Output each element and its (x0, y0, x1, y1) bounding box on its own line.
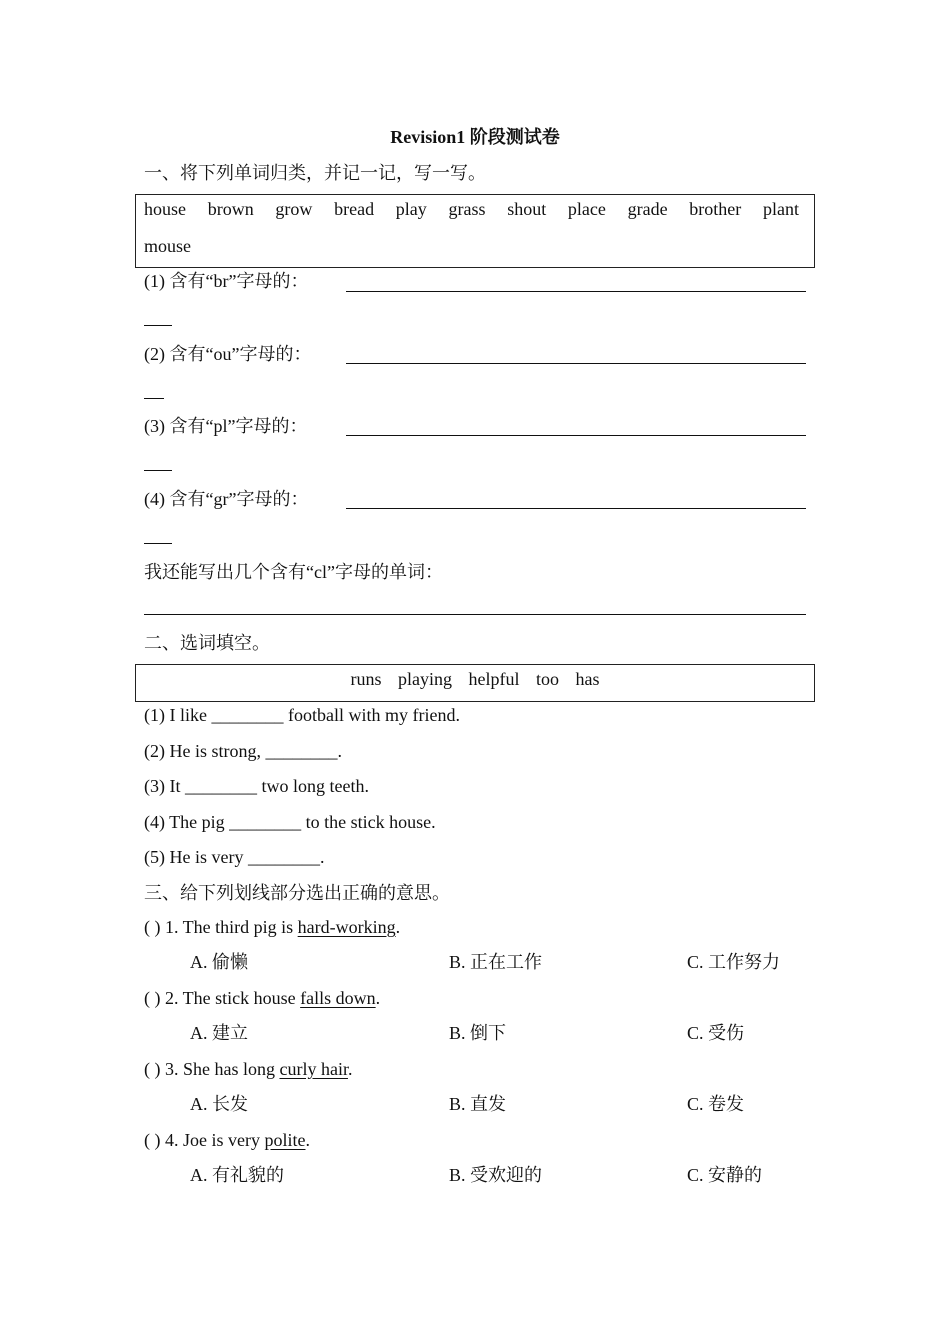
question-text: ( ) 2. The stick house (144, 988, 301, 1008)
word: shout (507, 199, 547, 219)
page-title: Revision1 阶段测试卷 (390, 127, 560, 147)
underlined-phrase: polite (264, 1130, 306, 1150)
fill-item: (1) I like ________ football with my friend. (144, 705, 460, 725)
word: grass (448, 199, 486, 219)
option-c[interactable]: C. 卷发 (687, 1094, 745, 1114)
question-end: . (347, 1059, 353, 1079)
word-row (144, 198, 799, 220)
option-row (135, 668, 815, 690)
fill-item: (4) The pig ________ to the stick house. (144, 812, 436, 832)
question-text: ( ) 3. She has long (144, 1059, 280, 1079)
answer-line[interactable] (346, 508, 806, 509)
option-a[interactable]: A. 偷懒 (190, 952, 248, 972)
question-end: . (375, 988, 381, 1008)
answer-line[interactable] (144, 614, 806, 615)
option-word: playing (397, 669, 452, 689)
section2-heading: 二、选词填空。 (144, 633, 270, 653)
option-b[interactable]: B. 倒下 (449, 1023, 507, 1043)
question (144, 916, 400, 938)
word: mouse (144, 236, 191, 256)
word: plant (762, 199, 799, 219)
word: grow (275, 199, 313, 219)
answer-line-cont[interactable] (144, 325, 172, 326)
option-a[interactable]: A. 建立 (190, 1023, 248, 1043)
answer-line-cont[interactable] (144, 398, 164, 399)
question (144, 1129, 310, 1151)
classify-item-gr: (4) 含有“gr”字母的： (144, 489, 309, 509)
classify-item-br: (1) 含有“br”字母的： (144, 271, 309, 291)
option-c[interactable]: C. 安静的 (687, 1165, 763, 1185)
classify-item-pl: (3) 含有“pl”字母的： (144, 416, 308, 436)
option-a[interactable]: A. 有礼貌的 (190, 1165, 284, 1185)
answer-line[interactable] (346, 363, 806, 364)
answer-line-cont[interactable] (144, 470, 172, 471)
option-c[interactable]: C. 工作努力 (687, 952, 781, 972)
word: grade (627, 199, 668, 219)
question-end: . (305, 1130, 310, 1150)
option-word: helpful (468, 669, 520, 689)
classify-item-ou: (2) 含有“ou”字母的： (144, 344, 312, 364)
option-b[interactable]: B. 直发 (449, 1094, 507, 1114)
answer-line[interactable] (346, 291, 806, 292)
question (144, 1058, 352, 1080)
option-c[interactable]: C. 受伤 (687, 1023, 745, 1043)
answer-line[interactable] (346, 435, 806, 436)
word: place (567, 199, 606, 219)
question-text: ( ) 1. The third pig is (144, 917, 298, 937)
question (144, 987, 380, 1009)
section3-heading: 三、给下列划线部分选出正确的意思。 (144, 883, 450, 903)
classify-extra-cl: 我还能写出几个含有“cl”字母的单词： (144, 562, 443, 582)
option-b[interactable]: B. 正在工作 (449, 952, 543, 972)
underlined-phrase: hard-working (297, 917, 396, 937)
underlined-phrase: curly hair (279, 1059, 348, 1079)
word: bread (334, 199, 375, 219)
fill-item: (3) It ________ two long teeth. (144, 776, 369, 796)
question-end: . (395, 917, 401, 937)
option-b[interactable]: B. 受欢迎的 (449, 1165, 543, 1185)
answer-line-cont[interactable] (144, 543, 172, 544)
fill-item: (2) He is strong, ________. (144, 741, 342, 761)
option-a[interactable]: A. 长发 (190, 1094, 248, 1114)
option-word: runs (350, 669, 382, 689)
question-text: ( ) 4. Joe is very (144, 1130, 265, 1150)
word: brown (207, 199, 254, 219)
word: house (144, 199, 186, 219)
option-word: too (535, 669, 559, 689)
option-word: has (575, 669, 600, 689)
underlined-phrase: falls down (300, 988, 376, 1008)
fill-item: (5) He is very ________. (144, 847, 325, 867)
section1-heading: 一、将下列单词归类，并记一记，写一写。 (144, 163, 486, 183)
word: play (395, 199, 427, 219)
word: brother (689, 199, 742, 219)
